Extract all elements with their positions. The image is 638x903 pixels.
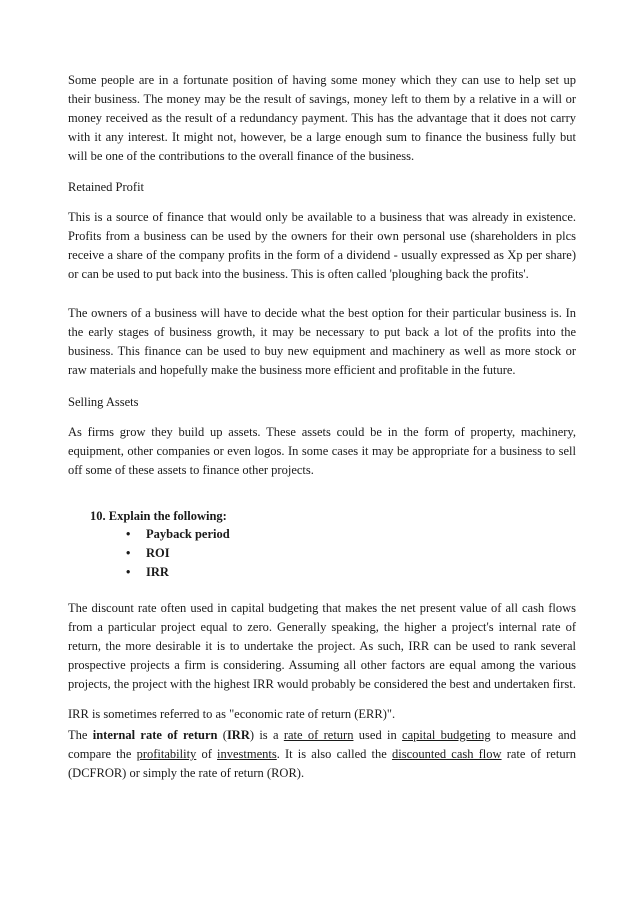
question-heading: 10. Explain the following: bbox=[90, 509, 227, 523]
paragraph-own-money: Some people are in a fortunate position of having some money which they can use to help set up their business. The money may be the result of savings, money left to them by a relative in a will or money received as the result of a redundancy payment. This has the advantage that it does not carry with it any interest. It might not, however, be a large enough sum to finance the business fully but will be one of the contributions to the overall finance of the business. bbox=[68, 73, 576, 163]
text-span: of bbox=[196, 747, 218, 761]
list-item bbox=[126, 563, 230, 582]
paragraph-retained-profit: This is a source of finance that would only be available to a business that was already in existence. Profits from a business can be used by the owners for their own personal use (shareholders in plcs receive a share of the company profits in the form of a dividend - usually expressed as Xp per share) or can be used to put back into the business. This is often called 'ploughing back the profits'. bbox=[68, 210, 576, 281]
list-item bbox=[126, 525, 230, 544]
bullet-icon: • bbox=[126, 527, 131, 541]
paragraph-selling-assets: As firms grow they build up assets. These assets could be in the form of property, machinery, equipment, other companies or even logos. In some cases it may be appropriate for a business to sell off some of these assets to finance other projects. bbox=[68, 425, 576, 477]
bullet-icon: • bbox=[126, 546, 131, 560]
text-span: ) is a bbox=[249, 728, 284, 742]
link-rate-of-return[interactable]: rate of return bbox=[283, 728, 354, 742]
list-item-label: IRR bbox=[146, 565, 169, 579]
link-profitability[interactable]: profitability bbox=[136, 747, 197, 761]
text-span: rate of return (DCFROR) or simply the rate of return (ROR). bbox=[68, 747, 576, 780]
paragraph-err: IRR is sometimes referred to as "economic rate of return (ERR)". bbox=[68, 707, 396, 721]
list-item-label: ROI bbox=[146, 546, 170, 560]
heading-retained-profit: Retained Profit bbox=[68, 180, 145, 194]
bold-term: internal rate of return bbox=[92, 728, 218, 742]
link-capital-budgeting[interactable]: capital budgeting bbox=[402, 728, 491, 742]
text-span: to measure and compare the bbox=[68, 728, 577, 761]
list-item bbox=[126, 544, 230, 563]
bold-term: IRR bbox=[226, 728, 250, 742]
list-item-label: Payback period bbox=[146, 527, 230, 541]
heading-selling-assets: Selling Assets bbox=[68, 395, 139, 409]
paragraph-irr-definition bbox=[68, 726, 576, 783]
text-span: used in bbox=[353, 728, 403, 742]
text-span: The bbox=[68, 728, 93, 742]
paragraph-discount-rate: The discount rate often used in capital budgeting that makes the net present value of all cash flows from a particular project equal to zero. Generally speaking, the higher a project's internal rate of return, the more desirable it is to undertake the project. As such, IRR can be used to rank several prospective projects a firm is considering. Assuming all other factors are equal among the various projects, the project with the highest IRR would probably be considered the best and undertaken first. bbox=[68, 601, 576, 691]
text-span: . It is also called the bbox=[276, 747, 392, 761]
link-discounted-cash-flow[interactable]: discounted cash flow bbox=[391, 747, 502, 761]
paragraph-owners-decision: The owners of a business will have to decide what the best option for their particular business is. In the early stages of business growth, it may be necessary to put back a lot of the profits into the business. This finance can be used to buy new equipment and machinery as well as more stock or raw materials and hopefully make the business more efficient and profitable in the future. bbox=[68, 306, 576, 377]
link-investments[interactable]: investments bbox=[217, 747, 277, 761]
question-list bbox=[126, 525, 230, 582]
text-span: ( bbox=[217, 728, 227, 742]
bullet-icon: • bbox=[126, 565, 131, 579]
